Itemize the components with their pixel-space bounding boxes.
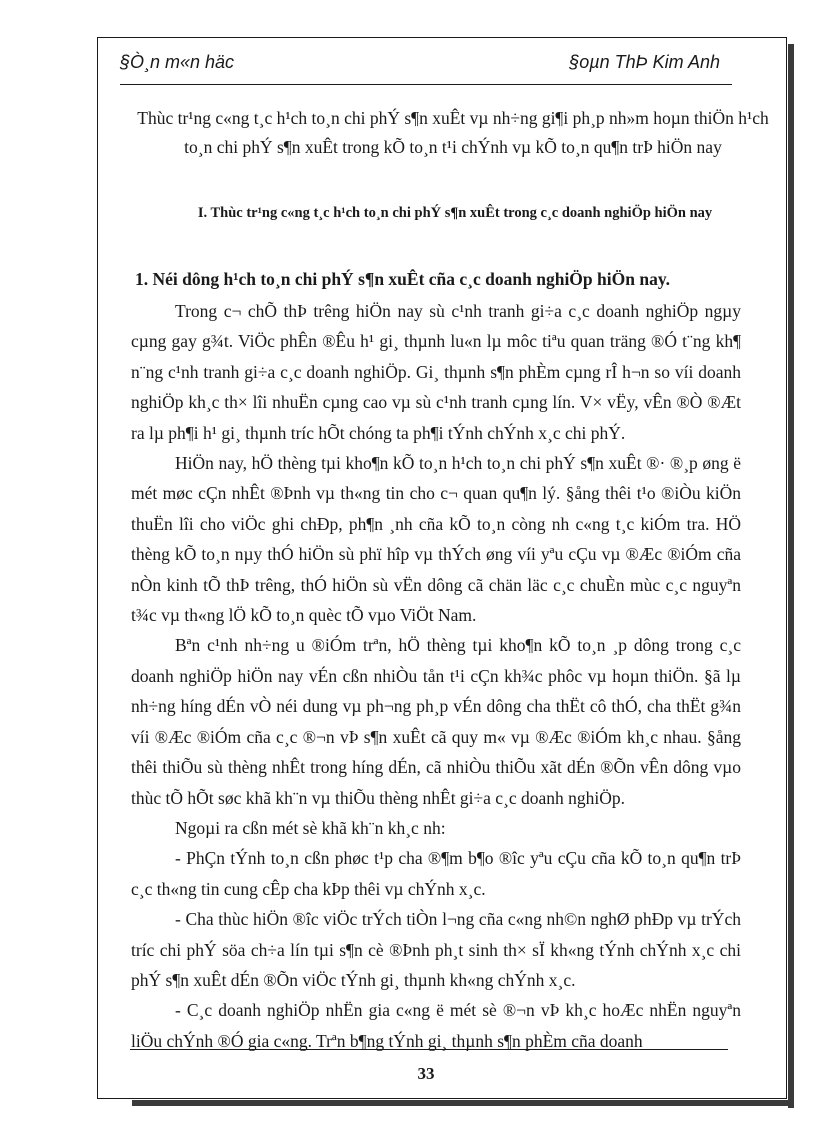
page-number: 33: [417, 1064, 435, 1083]
page-shadow-right: [788, 44, 794, 1108]
chapter-title: Thùc tr¹ng c«ng t¸c h¹ch to¸n chi phÝ s¶n xuÊt vµ nh÷ng gi¶i ph¸p nh»m hoµn thiÖn h¹ch to¸n chi phÝ s¶n xuÊt trong kÕ to¸n t¹i chÝnh vµ kÕ to¸n qu¶n trÞ hiÖn nay: [137, 108, 769, 157]
paragraph: Bªn c¹nh nh÷ng u ®iÓm trªn, hÖ thèng tµi kho¶n kÕ to¸n ¸p dông trong c¸c doanh nghiÖp hiÖn nay vÉn cßn nhiÒu tån t¹i cÇn kh¾c phôc vµ hoµn thiÖn. §ã lµ nh÷ng híng dÉn vÒ néi dung vµ ph¬ng ph¸p vÉn dông cha thËt cô thÓ, cha thËt g¾n víi ®Æc ®iÓm cña c¸c ®¬n vÞ s¶n xuÊt cã quy m« vµ ®Æc ®iÓm kh¸c nhau. §ång thêi thiÕu sù thèng nhÊt trong híng dÉn, cã nhiÒu thiÕu xãt dÉn ®Õn vÊn dông vµo thùc tÕ hÕt søc khã kh¨n vµ thiÕu thèng nhÊt gi÷a c¸c doanh nghiÖp.: [131, 635, 741, 808]
header-right: §oµn ThÞ Kim Anh: [569, 52, 720, 72]
paragraph: Ngoµi ra cßn mét sè khã kh¨n kh¸c nh:: [175, 817, 446, 838]
body-text: [131, 296, 741, 1056]
page-shadow-bottom: [132, 1100, 794, 1106]
running-header: [120, 52, 720, 82]
section-title: I. Thùc tr¹ng c«ng t¸c h¹ch to¸n chi phÝ s¶n xuÊt trong c¸c doanh nghiÖp hiÖn nay: [197, 205, 713, 221]
footer-rule: [130, 1049, 728, 1050]
paragraph: - Cha thùc hiÖn ®îc viÖc trÝch tiÒn l¬ng cña c«ng nh©n nghØ phÐp vµ trÝch tríc chi phÝ söa ch÷a lín tµi s¶n cè ®Þnh ph¸t sinh th× sÏ kh«ng tÝnh chÝnh x¸c chi phÝ s¶n xuÊt dÉn ®Õn viÖc tÝnh gi¸ thµnh kh«ng chÝnh x¸c.: [131, 909, 741, 990]
header-left: §Ò¸n m«n häc: [120, 52, 235, 72]
paragraph: - C¸c doanh nghiÖp nhËn gia c«ng ë mét sè ®¬n vÞ kh¸c hoÆc nhËn nguyªn liÖu chÝnh ®Ó gia c«ng. Trªn b¶ng tÝnh gi¸ thµnh s¶n phÈm cña doanh: [131, 1000, 741, 1051]
subsection-title: 1. Néi dông h¹ch to¸n chi phÝ s¶n xuÊt cña c¸c doanh nghiÖp hiÖn nay.: [135, 269, 670, 289]
paragraph: - PhÇn tÝnh to¸n cßn phøc t¹p cha ®¶m b¶o ®îc yªu cÇu cña kÕ to¸n qu¶n trÞ c¸c th«ng tin cung cÊp cha kÞp thêi vµ chÝnh x¸c.: [131, 848, 741, 899]
paragraph: HiÖn nay, hÖ thèng tµi kho¶n kÕ to¸n h¹ch to¸n chi phÝ s¶n xuÊt ®· ®¸p øng ë mét møc cÇn nhÊt ®Þnh vµ th«ng tin cho c¬ quan qu¶n lý. §ång thêi t¹o ®iÒu kiÖn thuËn lîi cho viÖc ghi chÐp, ph¶n ¸nh cña kÕ to¸n còng nh c«ng t¸c kiÓm tra. HÖ thèng kÕ to¸n nµy thÓ hiÖn sù phï hîp vµ thÝch øng víi yªu cÇu vµ ®Æc ®iÓm cña nÒn kinh tÕ thÞ trêng, thÓ hiÖn sù vËn dông cã chän läc c¸c chuÈn mùc c¸c nguyªn t¾c vµ th«ng lÖ kÕ to¸n quèc tÕ vµo ViÖt Nam.: [131, 453, 741, 626]
paragraph: Trong c¬ chÕ thÞ trêng hiÖn nay sù c¹nh tranh gi÷a c¸c doanh nghiÖp ngµy cµng gay g¾t. ViÖc phÊn ®Êu h¹ gi¸ thµnh lu«n lµ môc tiªu quan träng ®Ó t¨ng kh¶ n¨ng c¹nh tranh gi÷a c¸c doanh nghiÖp. Gi¸ thµnh s¶n phÈm cµng rÎ h¬n so víi doanh nghiÖp kh¸c th× lîi nhuËn cµng cao vµ sù c¹nh tranh cµng lín. V× vËy, vÊn ®Ò ®Æt ra lµ ph¶i h¹ gi¸ thµnh tríc hÕt chóng ta ph¶i tÝnh chÝnh x¸c chi phÝ.: [131, 301, 741, 443]
header-rule: [120, 84, 732, 85]
